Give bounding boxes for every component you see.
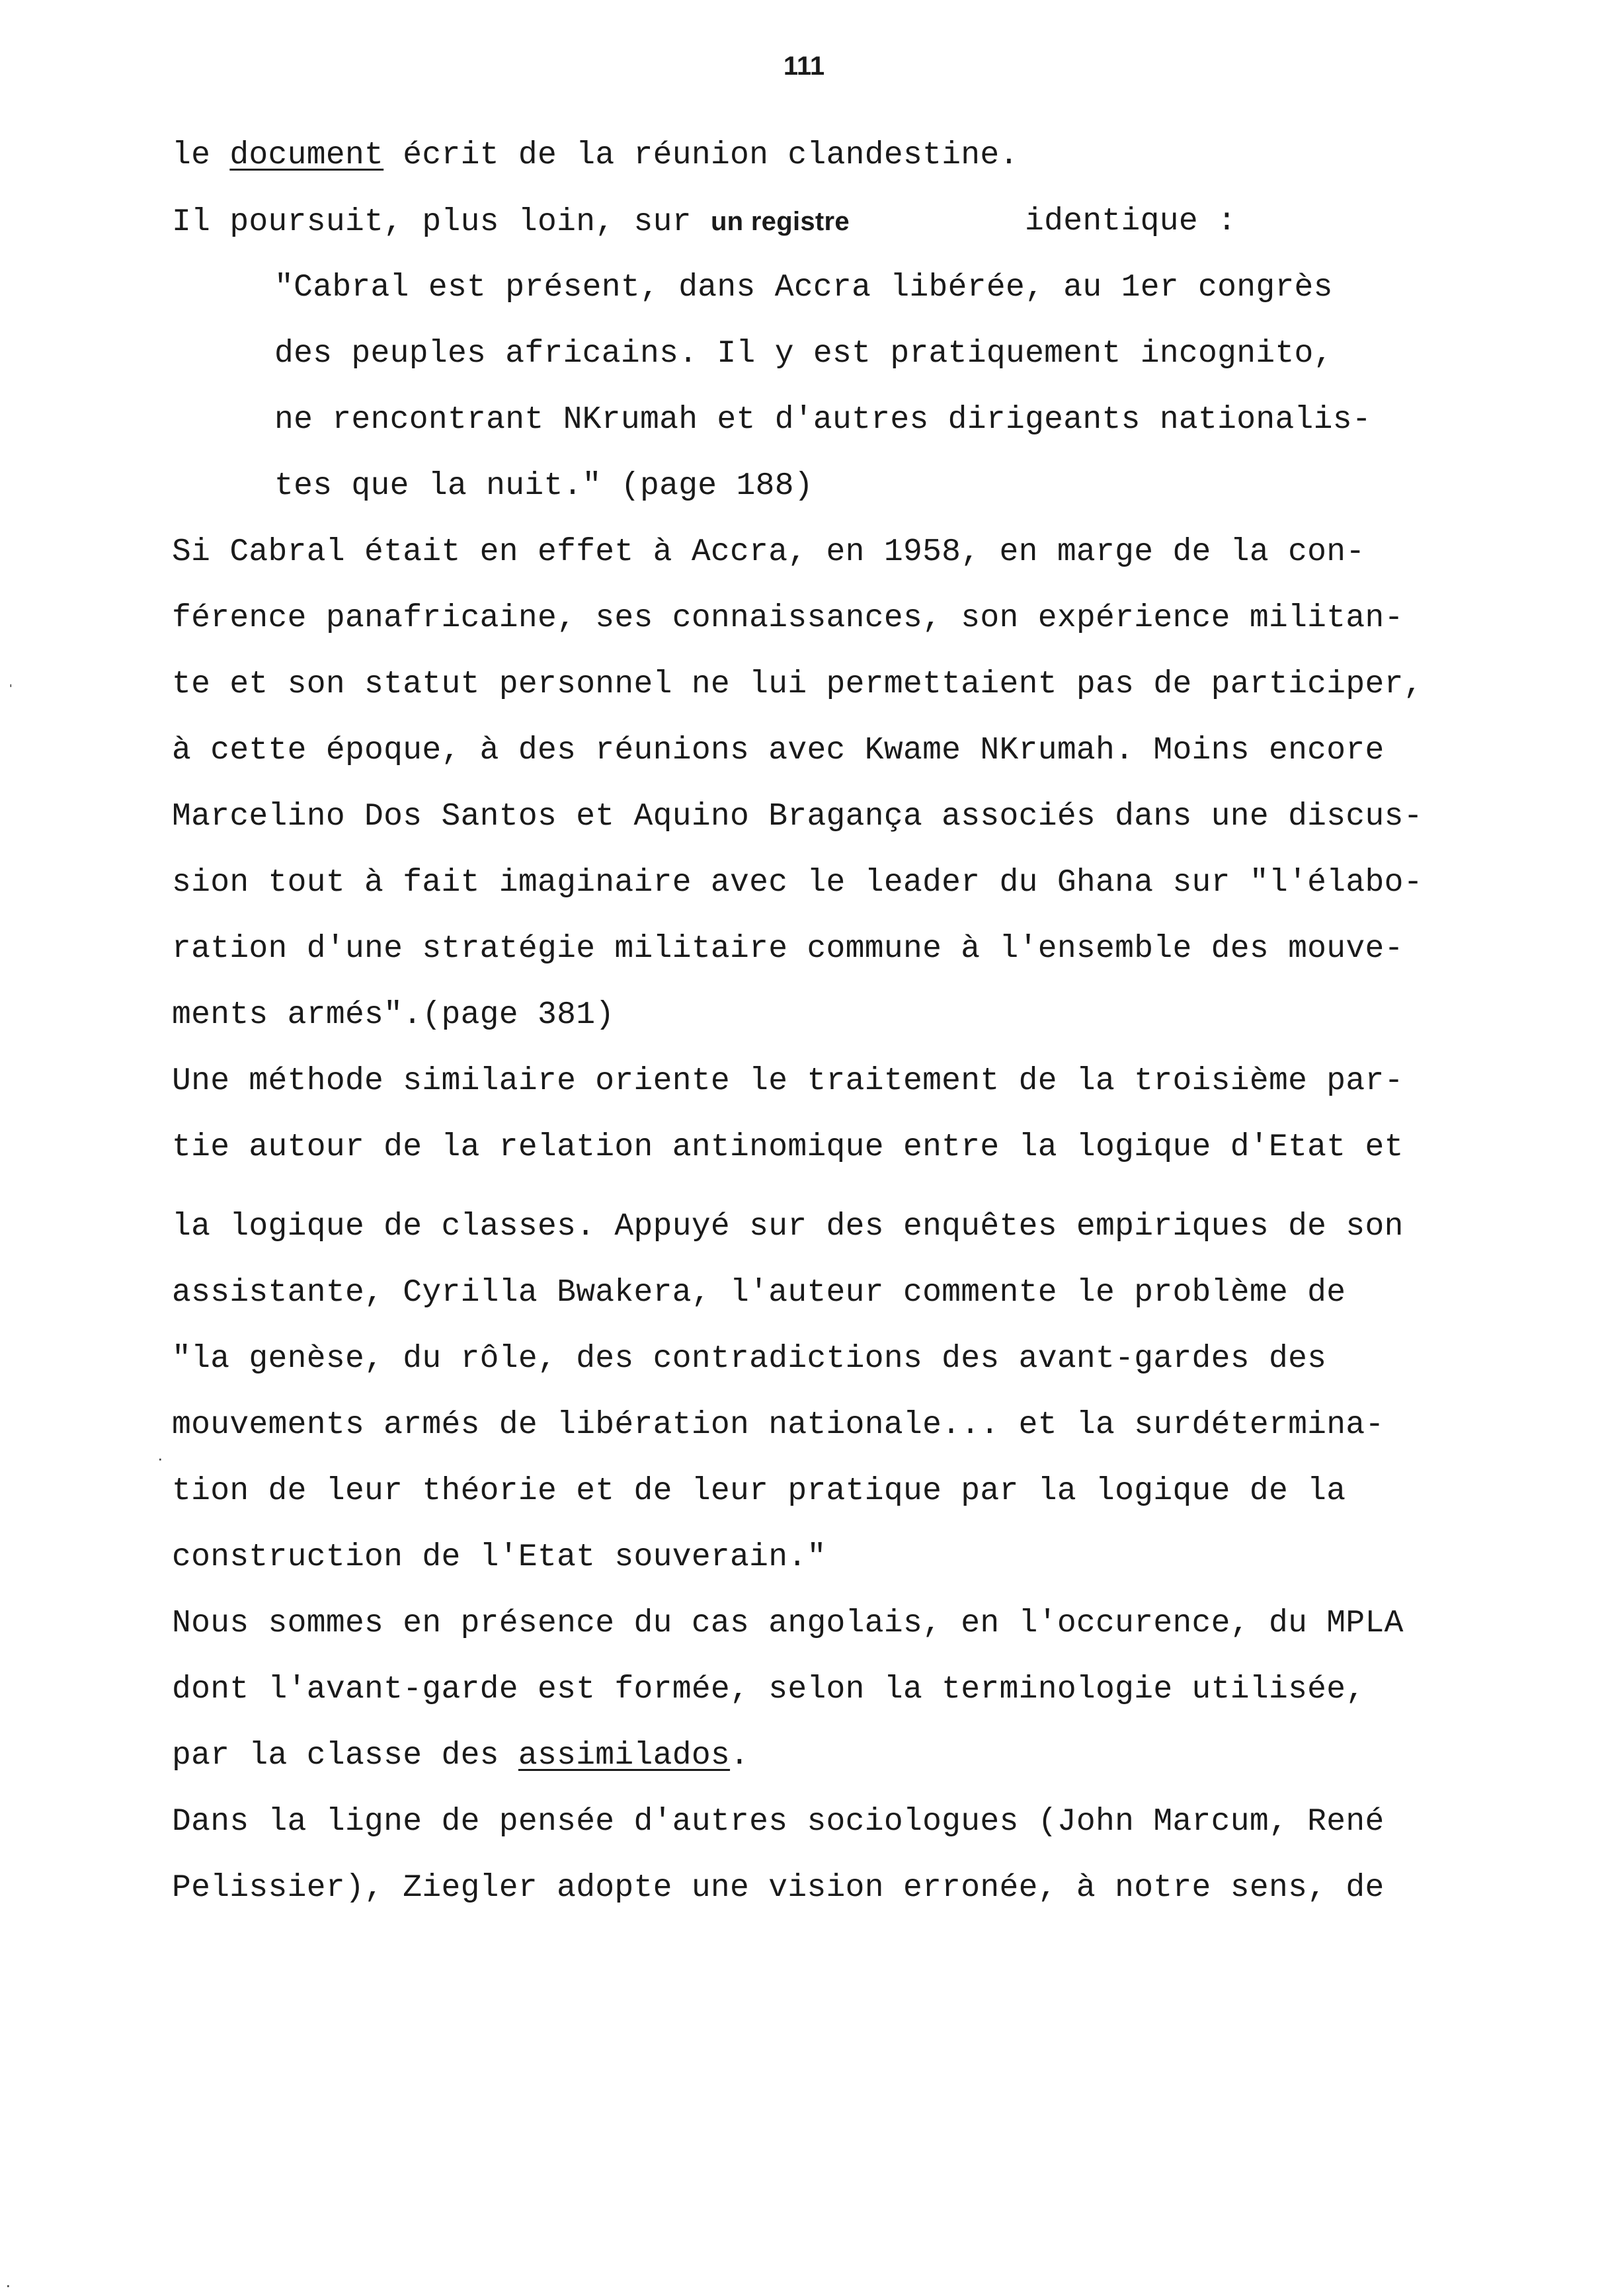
text-line-22: construction de l'Etat souverain." — [172, 1539, 826, 1575]
text-line-18: assistante, Cyrilla Bwakera, l'auteur commente le problème de — [172, 1275, 1346, 1311]
text-line-19: "la genèse, du rôle, des contradictions des avant-gardes des — [172, 1341, 1327, 1377]
underlined-word-assimilados: assimilados — [518, 1738, 731, 1774]
text-line-16: tie autour de la relation antinomique entre la logique d'Etat et — [172, 1129, 1404, 1165]
text-line-15: Une méthode similaire oriente le traitement de la troisième par- — [172, 1063, 1404, 1099]
corner-speck: · — [5, 2275, 11, 2295]
text-line-21: tion de leur théorie et de leur pratique par la logique de la — [172, 1473, 1346, 1509]
text-line-14: ments armés".(page 381) — [172, 997, 615, 1033]
text-fragment: par la classe des — [172, 1738, 518, 1774]
page-number: 111 — [783, 52, 825, 81]
text-line-7: Si Cabral était en effet à Accra, en 1958, en marge de la con- — [172, 534, 1365, 570]
text-line-20: mouvements armés de libération nationale... et la surdétermina- — [172, 1407, 1385, 1443]
text-line-17: la logique de classes. Appuyé sur des enquêtes empiriques de son — [172, 1209, 1404, 1245]
text-line-13: ration d'une stratégie militaire commune à l'ensemble des mouve- — [172, 931, 1404, 967]
text-line-9: te et son statut personnel ne lui permettaient pas de participer, — [172, 667, 1423, 702]
margin-speck: ˌ — [8, 668, 14, 688]
text-fragment: écrit de la réunion clandestine. — [383, 138, 1019, 173]
text-fragment: Il poursuit, plus loin, sur — [172, 204, 711, 240]
text-line-12: sion tout à fait imaginaire avec le leader du Ghana sur "l'élabo- — [172, 865, 1423, 901]
margin-dot: · — [157, 1448, 163, 1468]
text-line-2 — [172, 202, 850, 242]
quote-line-4: tes que la nuit." (page 188) — [274, 468, 813, 504]
bold-insert-un-registre: un registre — [710, 207, 850, 236]
text-line-1 — [172, 136, 1019, 175]
text-line-11: Marcelino Dos Santos et Aquino Bragança associés dans une discus- — [172, 799, 1423, 835]
text-line-23: Nous sommes en présence du cas angolais, en l'occurence, du MPLA — [172, 1606, 1404, 1641]
underlined-word-document: document — [229, 138, 384, 173]
text-line-8: férence panafricaine, ses connaissances, son expérience militan- — [172, 600, 1404, 636]
quote-line-1: "Cabral est présent, dans Accra libérée, au 1er congrès — [274, 270, 1333, 306]
text-line-27: Pelissier), Ziegler adopte une vision erronée, à notre sens, de — [172, 1870, 1385, 1906]
text-fragment: . — [730, 1738, 750, 1774]
text-line-26: Dans la ligne de pensée d'autres sociologues (John Marcum, René — [172, 1804, 1385, 1840]
text-line-2-end: identique : — [1025, 204, 1237, 239]
text-fragment: le — [172, 138, 230, 173]
text-line-24: dont l'avant-garde est formée, selon la terminologie utilisée, — [172, 1672, 1365, 1707]
quote-line-2: des peuples africains. Il y est pratiquement incognito, — [274, 336, 1333, 372]
text-line-25 — [172, 1736, 749, 1776]
text-line-10: à cette époque, à des réunions avec Kwame NKrumah. Moins encore — [172, 733, 1385, 768]
quote-line-3: ne rencontrant NKrumah et d'autres dirigeants nationalis- — [274, 402, 1371, 438]
